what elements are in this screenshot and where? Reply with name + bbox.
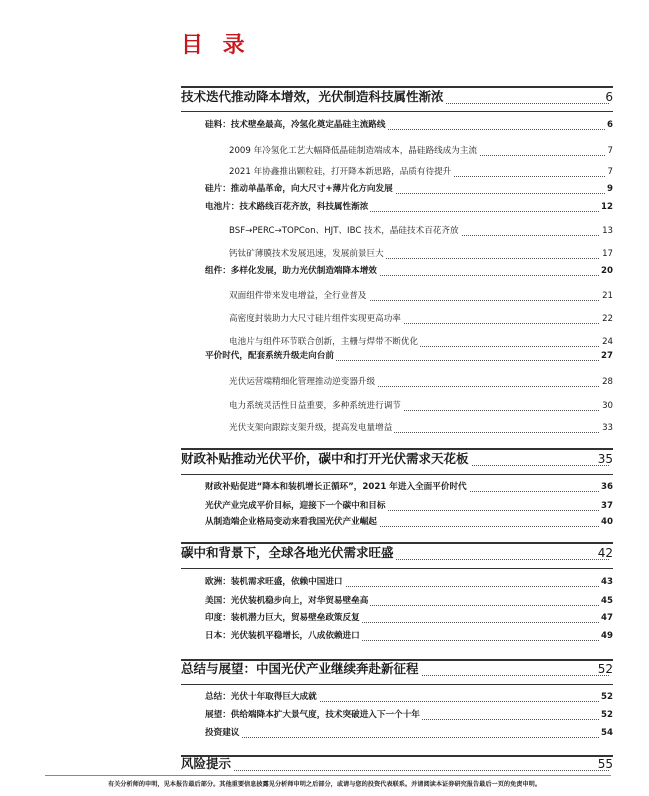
section-bottom-rule (181, 474, 613, 475)
toc-subsection-entry[interactable] (0, 424, 649, 435)
toc-subsection-entry[interactable] (0, 227, 649, 238)
toc-page-number: 7 (607, 167, 613, 177)
toc-page-number: 52 (601, 692, 613, 702)
toc-entry-label: 双面组件带来发电增益，全行业普及 (229, 291, 367, 301)
toc-page-number: 24 (602, 337, 613, 347)
toc-entry-label: BSF→PERC→TOPCon、HJT、IBC 技术，晶硅技术百花齐放 (229, 226, 459, 236)
toc-subsection-entry[interactable] (0, 578, 649, 589)
toc-entry-label: 总结：光伏十年取得巨大成就 (205, 692, 317, 702)
toc-page-number: 30 (602, 401, 613, 411)
toc-page-number: 12 (601, 202, 613, 212)
toc-entry-label: 硅片：推动单晶革命，向大尺寸+薄片化方向发展 (205, 184, 393, 194)
toc-entry-label: 技术迭代推动降本增效，光伏制造科技属性渐浓 (181, 89, 444, 104)
toc-entry-label: 光伏产业完成平价目标，迎接下一个碳中和目标 (205, 501, 386, 511)
toc-subsection-entry[interactable] (0, 402, 649, 413)
toc-page-number: 42 (597, 546, 613, 560)
toc-entry-label: 高密度封装助力大尺寸硅片组件实现更高功率 (229, 314, 401, 324)
section-top-rule (181, 86, 613, 88)
toc-page-number: 20 (601, 266, 613, 276)
toc-page-number: 33 (602, 423, 613, 433)
toc-entry-label: 2021 年协鑫推出颗粒硅，打开降本新思路，品质有待提升 (229, 167, 452, 177)
toc-page-number: 21 (602, 291, 613, 301)
toc-subsection-entry[interactable] (0, 518, 649, 529)
toc-entry-label: 电池片：技术路线百花齐放，科技属性渐浓 (205, 202, 369, 212)
toc-subsection-entry[interactable] (0, 632, 649, 643)
toc-entry-label: 财政补贴推动光伏平价，碳中和打开光伏需求天花板 (181, 451, 469, 466)
toc-entry-label: 硅料：技术壁垒最高，冷氢化奠定晶硅主流路线 (205, 120, 386, 130)
toc-entry-label: 电力系统灵活性日益重要，多种系统进行调节 (229, 401, 401, 411)
toc-entry-label: 组件：多样化发展，助力光伏制造端降本增效 (205, 266, 377, 276)
toc-section-entry[interactable] (0, 663, 649, 679)
toc-section-entry[interactable] (0, 453, 649, 469)
toc-entry-label: 总结与展望：中国光伏产业继续奔赴新征程 (181, 661, 419, 676)
toc-page-number: 6 (607, 120, 613, 130)
toc-subsection-entry[interactable] (0, 711, 649, 722)
toc-entry-label: 日本：光伏装机平稳增长，八成依赖进口 (205, 631, 360, 641)
toc-entry-label: 美国：光伏装机稳步向上，对华贸易壁垒高 (205, 596, 369, 606)
toc-subsection-entry[interactable] (0, 352, 649, 363)
toc-entry-label: 投资建议 (205, 728, 240, 738)
toc-subsection-entry[interactable] (0, 185, 649, 196)
section-bottom-rule (181, 111, 613, 112)
toc-section-entry[interactable] (0, 91, 649, 107)
toc-section-entry[interactable] (0, 758, 649, 774)
footer-divider (45, 775, 611, 776)
toc-entry-label: 财政补贴促进“降本和装机增长正循环”，2021 年进入全面平价时代 (205, 482, 467, 492)
toc-page-number: 36 (601, 482, 613, 492)
toc-subsection-entry[interactable] (0, 292, 649, 303)
toc-subsection-entry[interactable] (0, 614, 649, 625)
toc-subsection-entry[interactable] (0, 597, 649, 608)
toc-page-number: 7 (607, 146, 613, 156)
dot-leader (205, 737, 609, 738)
toc-page-number: 55 (597, 757, 613, 771)
toc-entry-label: 光伏支架向跟踪支架升级，提高发电量增益 (229, 423, 393, 433)
section-bottom-rule (181, 684, 613, 685)
toc-entry-label: 平价时代，配套系统升级走向台前 (205, 351, 334, 361)
toc-subsection-entry[interactable] (0, 483, 649, 494)
toc-subsection-entry[interactable] (0, 203, 649, 214)
toc-page-number: 27 (601, 351, 613, 361)
toc-entry-label: 钙钛矿薄膜技术发展迅速，发展前景巨大 (229, 249, 384, 259)
toc-entry-label: 碳中和背景下，全球各地光伏需求旺盛 (181, 545, 394, 560)
toc-section-entry[interactable] (0, 547, 649, 563)
toc-subsection-entry[interactable] (0, 338, 649, 349)
dot-leader (181, 770, 609, 771)
toc-entry-label: 印度：装机潜力巨大，贸易壁垒政策反复 (205, 613, 360, 623)
toc-entry-label: 从制造端企业格局变动来看我国光伏产业崛起 (205, 517, 377, 527)
toc-subsection-entry[interactable] (0, 168, 649, 179)
toc-page-number: 52 (601, 710, 613, 720)
toc-page-number: 13 (602, 226, 613, 236)
toc-page-number: 17 (602, 249, 613, 259)
toc-page-number: 43 (601, 577, 613, 587)
toc-page-number: 28 (602, 377, 613, 387)
toc-title: 目 录 (181, 33, 251, 58)
toc-entry-label: 风险提示 (181, 756, 232, 771)
toc-page-number: 45 (601, 596, 613, 606)
toc-entry-label: 光伏运营端精细化管理推动逆变器升级 (229, 377, 376, 387)
toc-entry-label: 展望：供给端降本扩大景气度，技术突破进入下一个十年 (205, 710, 420, 720)
toc-subsection-entry[interactable] (0, 693, 649, 704)
section-top-rule (181, 542, 613, 544)
toc-subsection-entry[interactable] (0, 729, 649, 740)
toc-subsection-entry[interactable] (0, 267, 649, 278)
toc-page-number: 40 (601, 517, 613, 527)
disclaimer-footer: 有关分析师的申明，见本报告最后部分。其他重要信息披露见分析师申明之后部分，或请与您的投资代表联系。并请阅读本证券研究报告最后一页的免责申明。 (107, 781, 542, 788)
toc-page-number: 54 (601, 728, 613, 738)
toc-subsection-entry[interactable] (0, 315, 649, 326)
toc-subsection-entry[interactable] (0, 502, 649, 513)
toc-page-number: 37 (601, 501, 613, 511)
toc-entry-label: 2009 年冷氢化工艺大幅降低晶硅制造端成本，晶硅路线成为主流 (229, 146, 478, 156)
toc-subsection-entry[interactable] (0, 250, 649, 261)
toc-subsection-entry[interactable] (0, 378, 649, 389)
toc-entry-label: 欧洲：装机需求旺盛，依赖中国进口 (205, 577, 343, 587)
toc-page-number: 47 (601, 613, 613, 623)
section-bottom-rule (181, 568, 613, 569)
section-top-rule (181, 755, 613, 757)
section-top-rule (181, 448, 613, 450)
toc-page-number: 49 (601, 631, 613, 641)
toc-page-number: 6 (605, 90, 613, 104)
toc-entry-label: 电池片与组件环节联合创新，主栅与焊带不断优化 (229, 337, 419, 347)
toc-page-number: 9 (607, 184, 613, 194)
toc-page-number: 52 (597, 662, 613, 676)
toc-page-number: 35 (597, 452, 613, 466)
toc-subsection-entry[interactable] (0, 121, 649, 132)
toc-subsection-entry[interactable] (0, 147, 649, 158)
toc-page-number: 22 (602, 314, 613, 324)
